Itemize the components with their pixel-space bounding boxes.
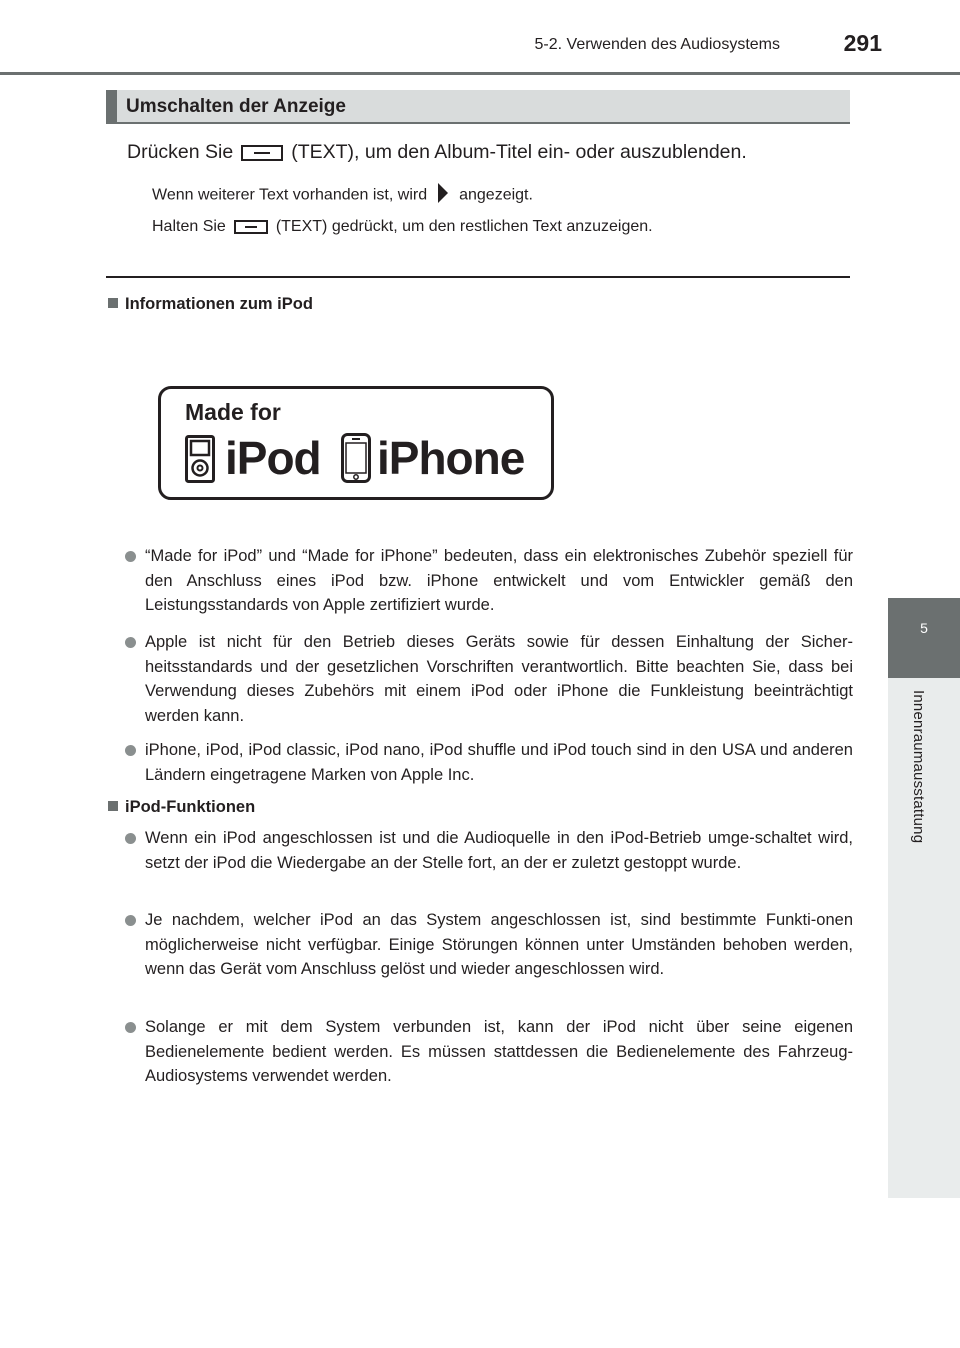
list-item: Solange er mit dem System verbunden ist, kann der iPod nicht über seine eigenen Bedienelemente bedient werden. Es müssen stattdessen die Bedienelemente des Fahrzeug-Audiosystems verwendet werden. <box>145 1015 853 1089</box>
badge-made-for: Made for <box>185 399 281 425</box>
sub2-after: (TEXT) gedrückt, um den restlichen Text anzuzeigen. <box>275 218 653 235</box>
sub-instruction-hold <box>152 218 653 236</box>
main-instruction-after: (TEXT), um den Album-Titel ein- oder auszublenden. <box>291 141 747 163</box>
bullet-dot-icon <box>125 551 136 562</box>
main-instruction-before: Drücken Sie <box>127 141 234 163</box>
badge-iphone: iPhone <box>377 432 525 484</box>
chapter-tab <box>888 598 960 678</box>
chapter-label: Innenraumausstattung <box>910 690 927 844</box>
more-text-arrow-icon <box>437 182 449 209</box>
text-button-icon <box>234 220 268 234</box>
section-separator <box>106 276 850 278</box>
text-button-icon <box>241 145 283 161</box>
sub1-before: Wenn weiterer Text vorhanden ist, wird <box>152 186 428 204</box>
bullet-dot-icon <box>125 637 136 648</box>
page-number: 291 <box>843 30 882 56</box>
list-item: Je nachdem, welcher iPod an das System angeschlossen ist, sind bestimmte Funkti-onen möglicherweise nicht verfügbar. Einige Störungen können unter Umständen behoben werden, wenn das Gerät vom Anschluss gelöst und wieder angeschlossen wird. <box>145 908 853 982</box>
list-item: Apple ist nicht für den Betrieb dieses Geräts sowie für dessen Einhaltung der Sicher-heitsstandards und der gesetzlichen Vorschriften verantwortlich. Bitte beachten Sie, dass bei Verwendung dieses Zubehörs mit einem iPod oder iPhone die Funkleistung beeinträchtigt werden kann. <box>145 630 853 728</box>
section-title: Umschalten der Anzeige <box>126 96 346 117</box>
chapter-number: 5 <box>920 620 928 636</box>
bullet-dot-icon <box>125 745 136 756</box>
subheading-ipod-functions-text: iPod-Funktionen <box>125 798 256 816</box>
main-instruction <box>127 141 747 164</box>
badge-ipod: iPod <box>225 432 321 484</box>
bullet-dot-icon <box>125 833 136 844</box>
made-for-ipod-iphone-badge <box>158 386 554 500</box>
square-bullet-icon <box>108 298 118 308</box>
bullet-dot-icon <box>125 915 136 926</box>
list-item: “Made for iPod” und “Made for iPhone” bedeuten, dass ein elektronisches Zubehör speziell für den Anschluss eines iPod bzw. iPhone entwickelt und vom Entwickler gemäß den Leistungsstandards von Apple zertifiziert wurde. <box>145 544 853 618</box>
square-bullet-icon <box>108 801 118 811</box>
iphone-device-icon <box>341 433 371 483</box>
subheading-ipod-functions <box>108 798 255 817</box>
bullet-dot-icon <box>125 1022 136 1033</box>
subheading-ipod-info <box>108 295 313 314</box>
section-heading <box>106 90 850 124</box>
sub-instruction-more-text <box>152 182 533 209</box>
subheading-ipod-info-text: Informationen zum iPod <box>125 295 313 313</box>
sub1-after: angezeigt. <box>459 186 533 204</box>
header-section-title: 5-2. Verwenden des Audiosystems <box>534 36 780 53</box>
sub2-before: Halten Sie <box>152 218 226 235</box>
list-item: Wenn ein iPod angeschlossen ist und die Audioquelle in den iPod-Betrieb umge-schaltet wird, setzt der iPod die Wiedergabe an der Stelle fort, an der er zuletzt gestoppt wurde. <box>145 826 853 875</box>
list-item: iPhone, iPod, iPod classic, iPod nano, iPod shuffle und iPod touch sind in den USA und anderen Ländern eingetragene Marken von Apple Inc. <box>145 738 853 787</box>
section-heading-bar <box>106 90 117 124</box>
ipod-device-icon <box>185 435 215 483</box>
header-rule <box>0 72 960 75</box>
